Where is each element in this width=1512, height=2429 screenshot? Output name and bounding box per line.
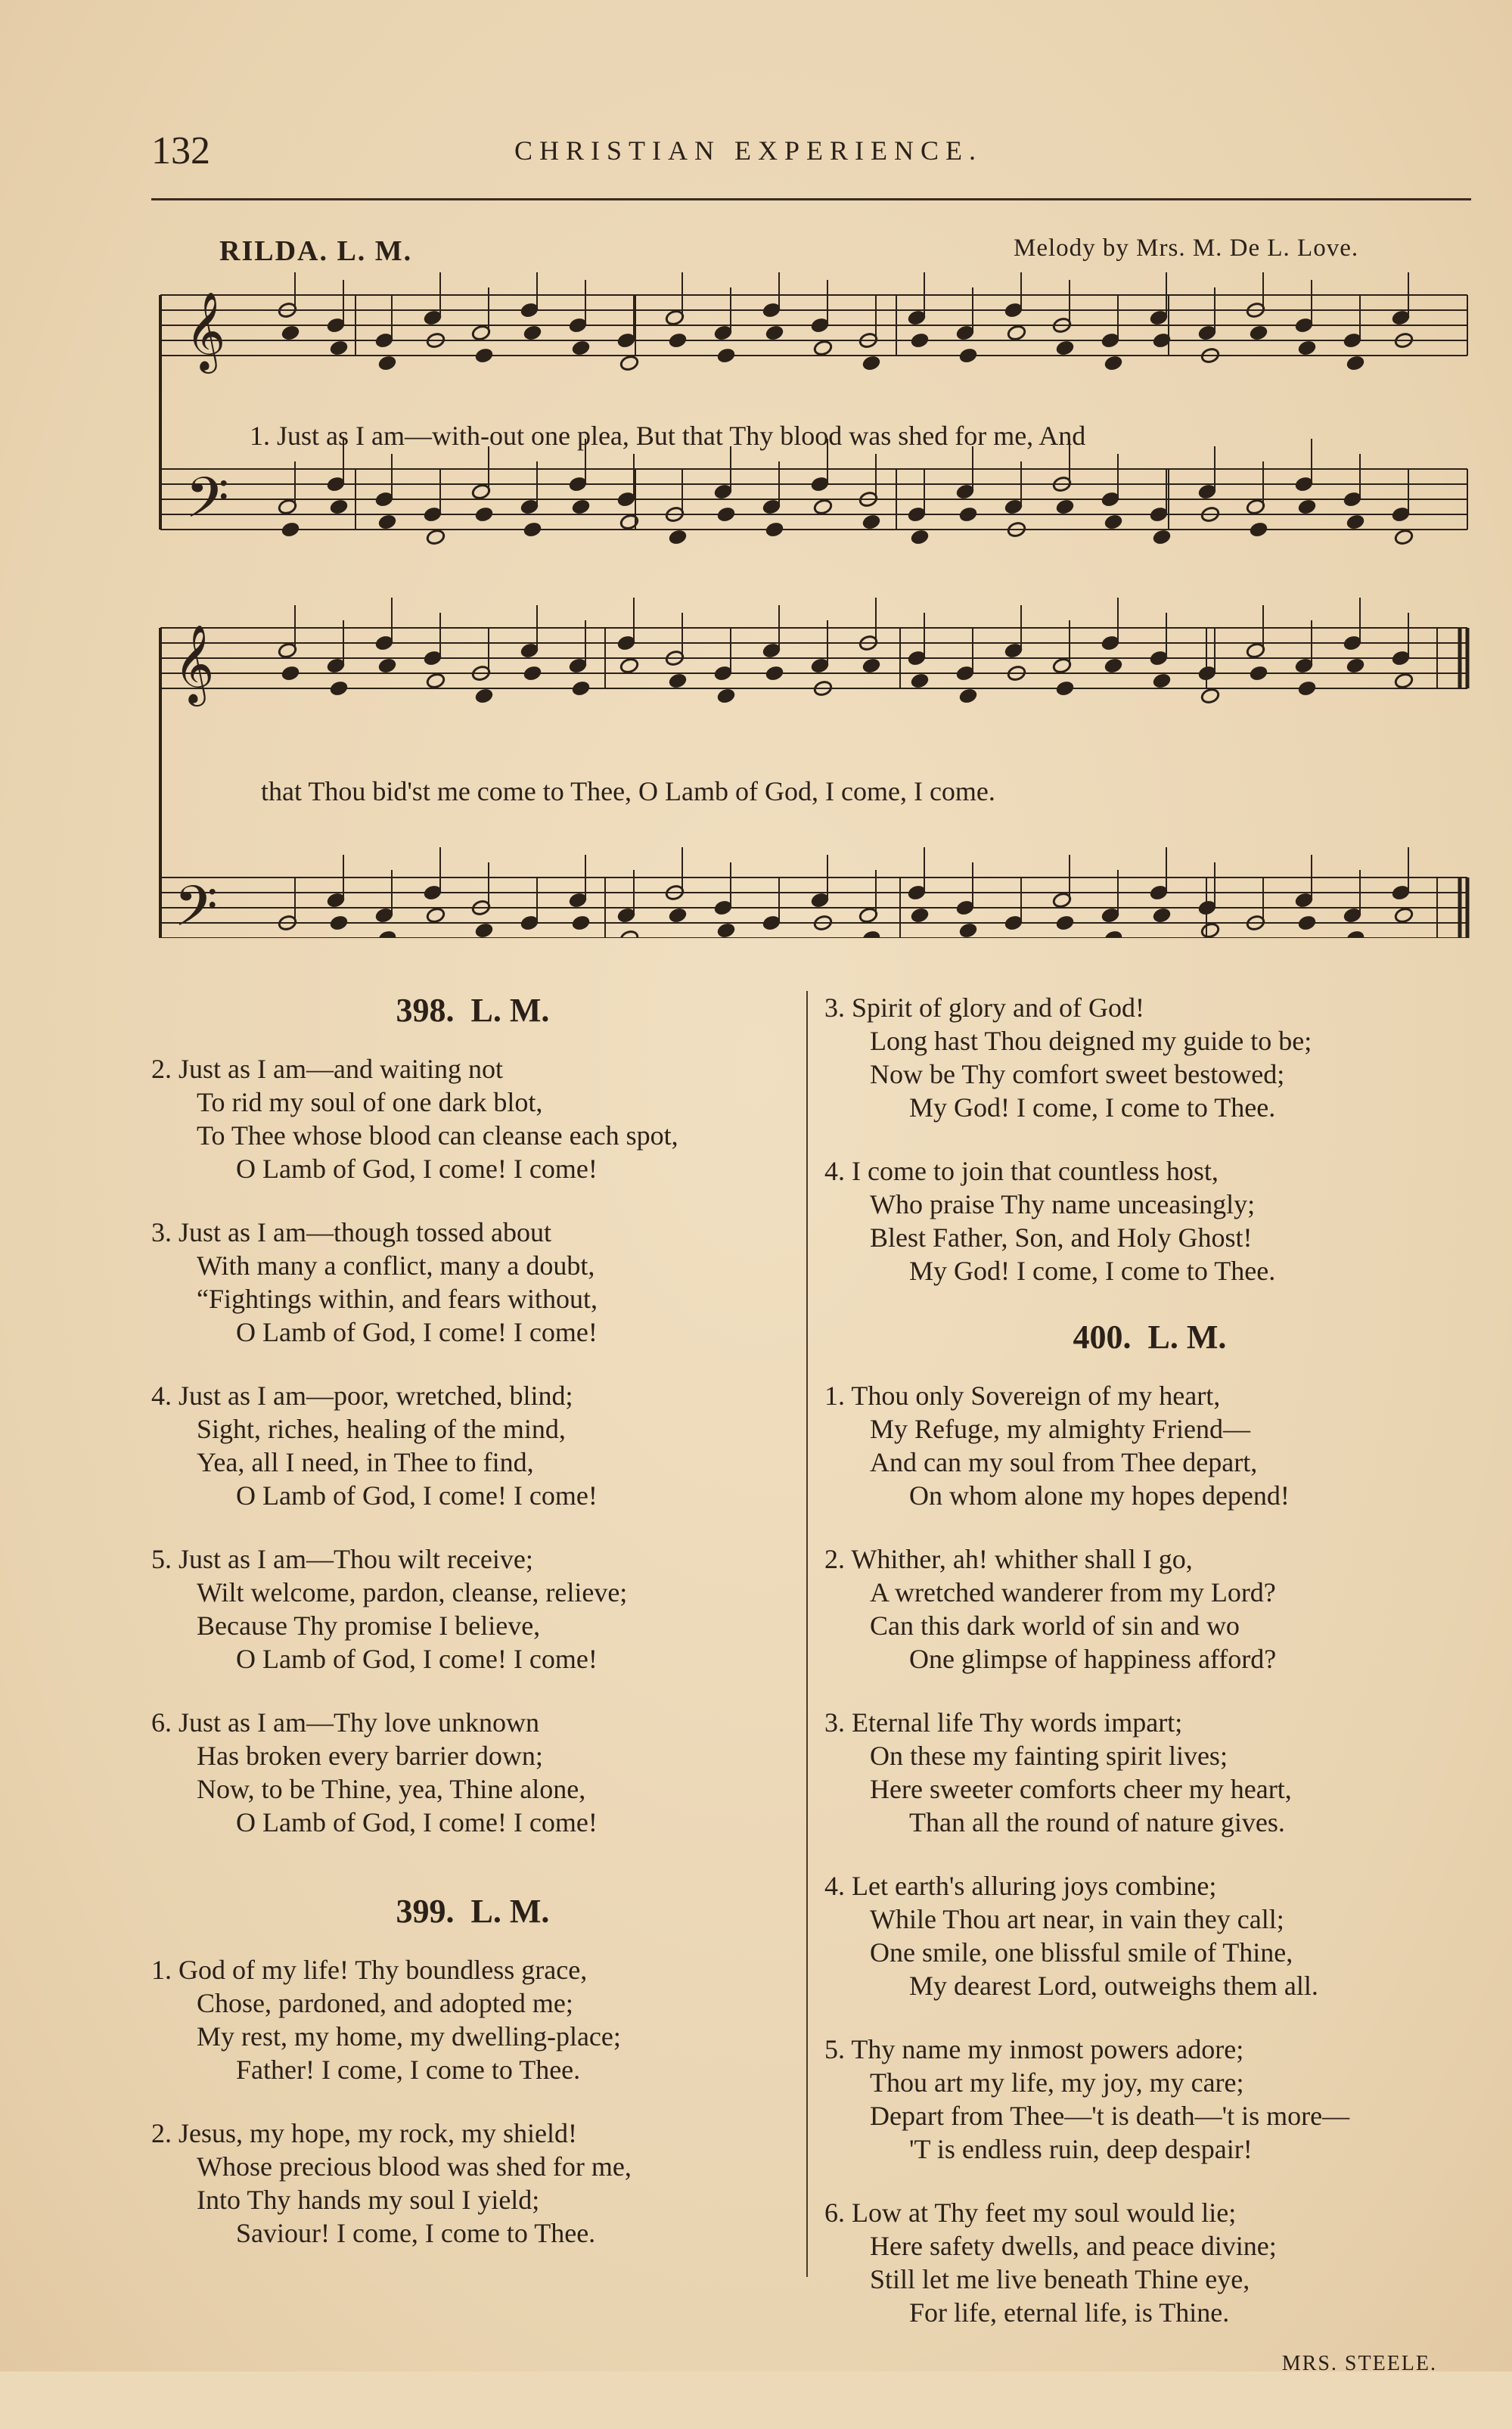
tune-name: RILDA. L. M. [219, 235, 413, 267]
notehead [813, 340, 833, 357]
notehead [523, 325, 542, 342]
stanza-line: My God! I come, I come to Thee. [909, 1256, 1276, 1286]
notehead [619, 355, 639, 372]
notehead [1394, 672, 1414, 690]
stanza-line: O Lamb of God, I come! I come! [236, 1317, 598, 1347]
notehead [716, 688, 736, 705]
stanza-line: My dearest Lord, outweighs them all. [909, 1971, 1318, 2001]
notehead [523, 665, 542, 682]
stanza-line: Here sweeter comforts cheer my heart, [870, 1774, 1292, 1804]
stanza [824, 2196, 1475, 2329]
stanza-list [824, 991, 1475, 1287]
stanza-line: “Fightings within, and fears without, [197, 1284, 598, 1314]
stanza-line: Long hast Thou deigned my guide to be; [870, 1026, 1312, 1056]
notehead [1297, 340, 1317, 357]
stanza-line: For life, eternal life, is Thine. [909, 2297, 1230, 2328]
stanza [824, 2033, 1475, 2166]
hymn-number [824, 1318, 1475, 1356]
stanza [151, 1953, 794, 2086]
stanza-line: 6. Just as I am—Thy love unknown [151, 1707, 539, 1738]
stanza-line: A wretched wanderer from my Lord? [870, 1577, 1276, 1607]
notehead [1394, 529, 1414, 546]
stanza [151, 1706, 794, 1839]
stanza [824, 1154, 1475, 1287]
music-lyric-line-2: that Thou bid'st me come to Thee, O Lamb of God, I come, I come. [261, 776, 995, 806]
notehead [619, 657, 639, 675]
notehead [571, 915, 591, 932]
stanza-line: Here safety dwells, and peace divine; [870, 2231, 1277, 2261]
stanza-line: 3. Just as I am—though tossed about [151, 1217, 551, 1247]
stanza [824, 1379, 1475, 1512]
stanza [824, 1869, 1475, 2002]
notehead [1104, 355, 1123, 372]
stanza-line: Yea, all I need, in Thee to find, [197, 1447, 534, 1477]
hymn-author: MRS. STEELE. [1281, 2352, 1437, 2375]
notehead [619, 930, 639, 938]
hymn-number-text: 398. [396, 992, 455, 1029]
stanza [151, 1052, 794, 1185]
page-number: 132 [151, 129, 210, 172]
music-score [151, 272, 1471, 938]
notehead [668, 672, 688, 690]
stanza [824, 1542, 1475, 1676]
stanza-line: 'T is endless ruin, deep despair! [909, 2134, 1253, 2164]
notehead [1249, 325, 1268, 342]
music-lyric-line-1: 1. Just as I am—with-out one plea, But that Thy blood was shed for me, And [250, 421, 1086, 451]
stanza-line: 2. Jesus, my hope, my rock, my shield! [151, 2118, 577, 2148]
hymn-400 [824, 1318, 1475, 2376]
notehead [377, 514, 397, 531]
notehead [910, 332, 930, 349]
notehead [1346, 514, 1365, 531]
notehead [426, 907, 446, 924]
stanza-line: Thou art my life, my joy, my care; [870, 2067, 1244, 2098]
notehead [862, 930, 881, 938]
stanza-line: Because Thy promise I believe, [197, 1611, 541, 1641]
notehead [668, 529, 688, 546]
notehead [716, 506, 736, 523]
stanza-line: Has broken every barrier down; [197, 1741, 543, 1771]
notehead [377, 930, 397, 938]
notehead [426, 672, 446, 690]
notehead [716, 922, 736, 938]
stanza-line: O Lamb of God, I come! I come! [236, 1644, 598, 1674]
stanza [824, 991, 1475, 1124]
notehead [1055, 915, 1075, 932]
stanza-line: 4. I come to join that countless host, [824, 1156, 1219, 1186]
stanza-line: Now, to be Thine, yea, Thine alone, [197, 1774, 586, 1804]
notehead [765, 665, 784, 682]
notehead [474, 688, 494, 705]
stanza-line: While Thou art near, in vain they call; [870, 1904, 1284, 1934]
notehead [958, 347, 978, 365]
hymn-meter: L. M. [470, 1893, 550, 1930]
stanza-line: My rest, my home, my dwelling-place; [197, 2021, 621, 2052]
notehead [958, 922, 978, 938]
stanza-line: Depart from Thee—'t is death—'t is more— [870, 2101, 1350, 2131]
notehead [377, 657, 397, 675]
left-column [151, 991, 794, 2303]
notehead [1200, 922, 1220, 938]
stanza-line: 1. Thou only Sovereign of my heart, [824, 1381, 1221, 1411]
notehead [1346, 657, 1365, 675]
column-divider [806, 991, 808, 2277]
stanza-line: 4. Just as I am—poor, wretched, blind; [151, 1381, 573, 1411]
stanza-line: One smile, one blissful smile of Thine, [870, 1937, 1293, 1968]
notehead [474, 506, 494, 523]
stanza-line: Who praise Thy name unceasingly; [870, 1189, 1256, 1219]
stanza-line: To Thee whose blood can cleanse each spot, [197, 1120, 678, 1151]
notehead [329, 680, 349, 697]
notehead [1249, 665, 1268, 682]
stanza-line: 5. Just as I am—Thou wilt receive; [151, 1544, 533, 1574]
notehead [958, 506, 978, 523]
stanza-line: 3. Spirit of glory and of God! [824, 992, 1144, 1023]
notehead [668, 907, 688, 924]
notehead [474, 922, 494, 938]
notehead [765, 521, 784, 539]
notehead [1249, 521, 1268, 539]
hymn-399 [151, 1892, 794, 2250]
notehead [377, 355, 397, 372]
notehead [668, 332, 688, 349]
notehead [716, 347, 736, 365]
hymn-number [151, 991, 794, 1030]
stanza [151, 2117, 794, 2250]
stanza-list [151, 1953, 794, 2250]
stanza-line: 2. Just as I am—and waiting not [151, 1054, 503, 1084]
stanza [151, 1216, 794, 1349]
hymn-meter: L. M. [470, 992, 550, 1029]
stanza-line: On whom alone my hopes depend! [909, 1480, 1290, 1511]
notehead [1200, 688, 1220, 705]
stanza-line: Into Thy hands my soul I yield; [197, 2185, 540, 2215]
notehead [1055, 680, 1075, 697]
stanza-line: And can my soul from Thee depart, [870, 1447, 1258, 1477]
right-column [824, 991, 1475, 2429]
notehead [1297, 680, 1317, 697]
notehead [474, 347, 494, 365]
treble-clef-icon: 𝄞 [185, 291, 226, 371]
stanza-line: O Lamb of God, I come! I come! [236, 1154, 598, 1184]
stanza [824, 1706, 1475, 1839]
stanza-line: With many a conflict, many a doubt, [197, 1250, 595, 1281]
notehead [1152, 529, 1172, 546]
stanza-line: Sight, riches, healing of the mind, [197, 1414, 566, 1444]
notehead [1152, 907, 1172, 924]
notehead [523, 521, 542, 539]
stanza-list [151, 1052, 794, 1839]
notehead [329, 499, 349, 516]
stanza-line: 5. Thy name my inmost powers adore; [824, 2034, 1244, 2064]
notehead [571, 680, 591, 697]
hymn-number [151, 1892, 794, 1930]
notehead [1007, 325, 1026, 342]
notehead [910, 529, 930, 546]
notehead [571, 340, 591, 357]
hymn-number-text: 400. [1073, 1319, 1132, 1356]
stanza [151, 1542, 794, 1676]
notehead [1104, 930, 1123, 938]
bass-clef-icon: 𝄢 [174, 874, 218, 938]
notehead [910, 907, 930, 924]
header-rule [151, 198, 1471, 200]
notehead [1104, 657, 1123, 675]
notehead [281, 521, 300, 539]
notehead [1055, 340, 1075, 357]
stanza-line: Saviour! I come, I come to Thee. [236, 2218, 596, 2248]
stanza-line: 4. Let earth's alluring joys combine; [824, 1871, 1217, 1901]
notehead [329, 915, 349, 932]
notehead [571, 499, 591, 516]
notehead [862, 657, 881, 675]
notehead [619, 514, 639, 531]
notehead [1297, 915, 1317, 932]
notehead [1346, 355, 1365, 372]
stanza-line: One glimpse of happiness afford? [909, 1644, 1277, 1674]
stanza-line: My God! I come, I come to Thee. [909, 1092, 1276, 1123]
notehead [1297, 499, 1317, 516]
stanza-line: 2. Whither, ah! whither shall I go, [824, 1544, 1193, 1574]
stanza-line: Can this dark world of sin and wo [870, 1611, 1240, 1641]
treble-clef-icon: 𝄞 [174, 624, 215, 704]
notehead [1394, 907, 1414, 924]
notehead [862, 355, 881, 372]
hymn-398 [151, 991, 794, 1839]
notehead [281, 665, 300, 682]
hymn-number-text: 399. [396, 1893, 455, 1930]
stanza-line: To rid my soul of one dark blot, [197, 1087, 543, 1117]
stanza-line: Than all the round of nature gives. [909, 1807, 1285, 1837]
notehead [281, 325, 300, 342]
stanza-line: Whose precious blood was shed for me, [197, 2151, 632, 2182]
bass-clef-icon: 𝄢 [185, 465, 229, 545]
stanza-line: O Lamb of God, I come! I come! [236, 1807, 598, 1837]
page-header [151, 129, 1471, 174]
stanza-line: Wilt welcome, pardon, cleanse, relieve; [197, 1577, 628, 1607]
stanza-line: 3. Eternal life Thy words impart; [824, 1707, 1183, 1738]
notehead [765, 325, 784, 342]
stanza-line: My Refuge, my almighty Friend— [870, 1414, 1250, 1444]
notehead [1346, 930, 1365, 938]
stanza-line: Now be Thy comfort sweet bestowed; [870, 1059, 1285, 1089]
stanza-line: Blest Father, Son, and Holy Ghost! [870, 1222, 1253, 1253]
stanza-list [824, 1379, 1475, 2329]
notehead [426, 529, 446, 546]
notehead [910, 672, 930, 690]
stanza-line: Father! I come, I come to Thee. [236, 2055, 581, 2085]
notehead [1055, 499, 1075, 516]
hymn-meter: L. M. [1147, 1319, 1227, 1356]
notehead [958, 688, 978, 705]
stanza-line: Still let me live beneath Thine eye, [870, 2264, 1250, 2294]
notehead [1152, 672, 1172, 690]
stanza [151, 1379, 794, 1512]
stanza-line: 6. Low at Thy feet my soul would lie; [824, 2198, 1237, 2228]
tune-credit: Melody by Mrs. M. De L. Love. [1014, 235, 1359, 262]
stanza-line: Chose, pardoned, and adopted me; [197, 1988, 573, 2018]
notehead [813, 499, 833, 516]
stanza-line: On these my fainting spirit lives; [870, 1741, 1228, 1771]
notehead [1104, 514, 1123, 531]
notehead [329, 340, 349, 357]
stanza-line: 1. God of my life! Thy boundless grace, [151, 1955, 588, 1985]
notehead [862, 514, 881, 531]
running-title: CHRISTIAN EXPERIENCE. [514, 135, 983, 166]
stanza-line: O Lamb of God, I come! I come! [236, 1480, 598, 1511]
